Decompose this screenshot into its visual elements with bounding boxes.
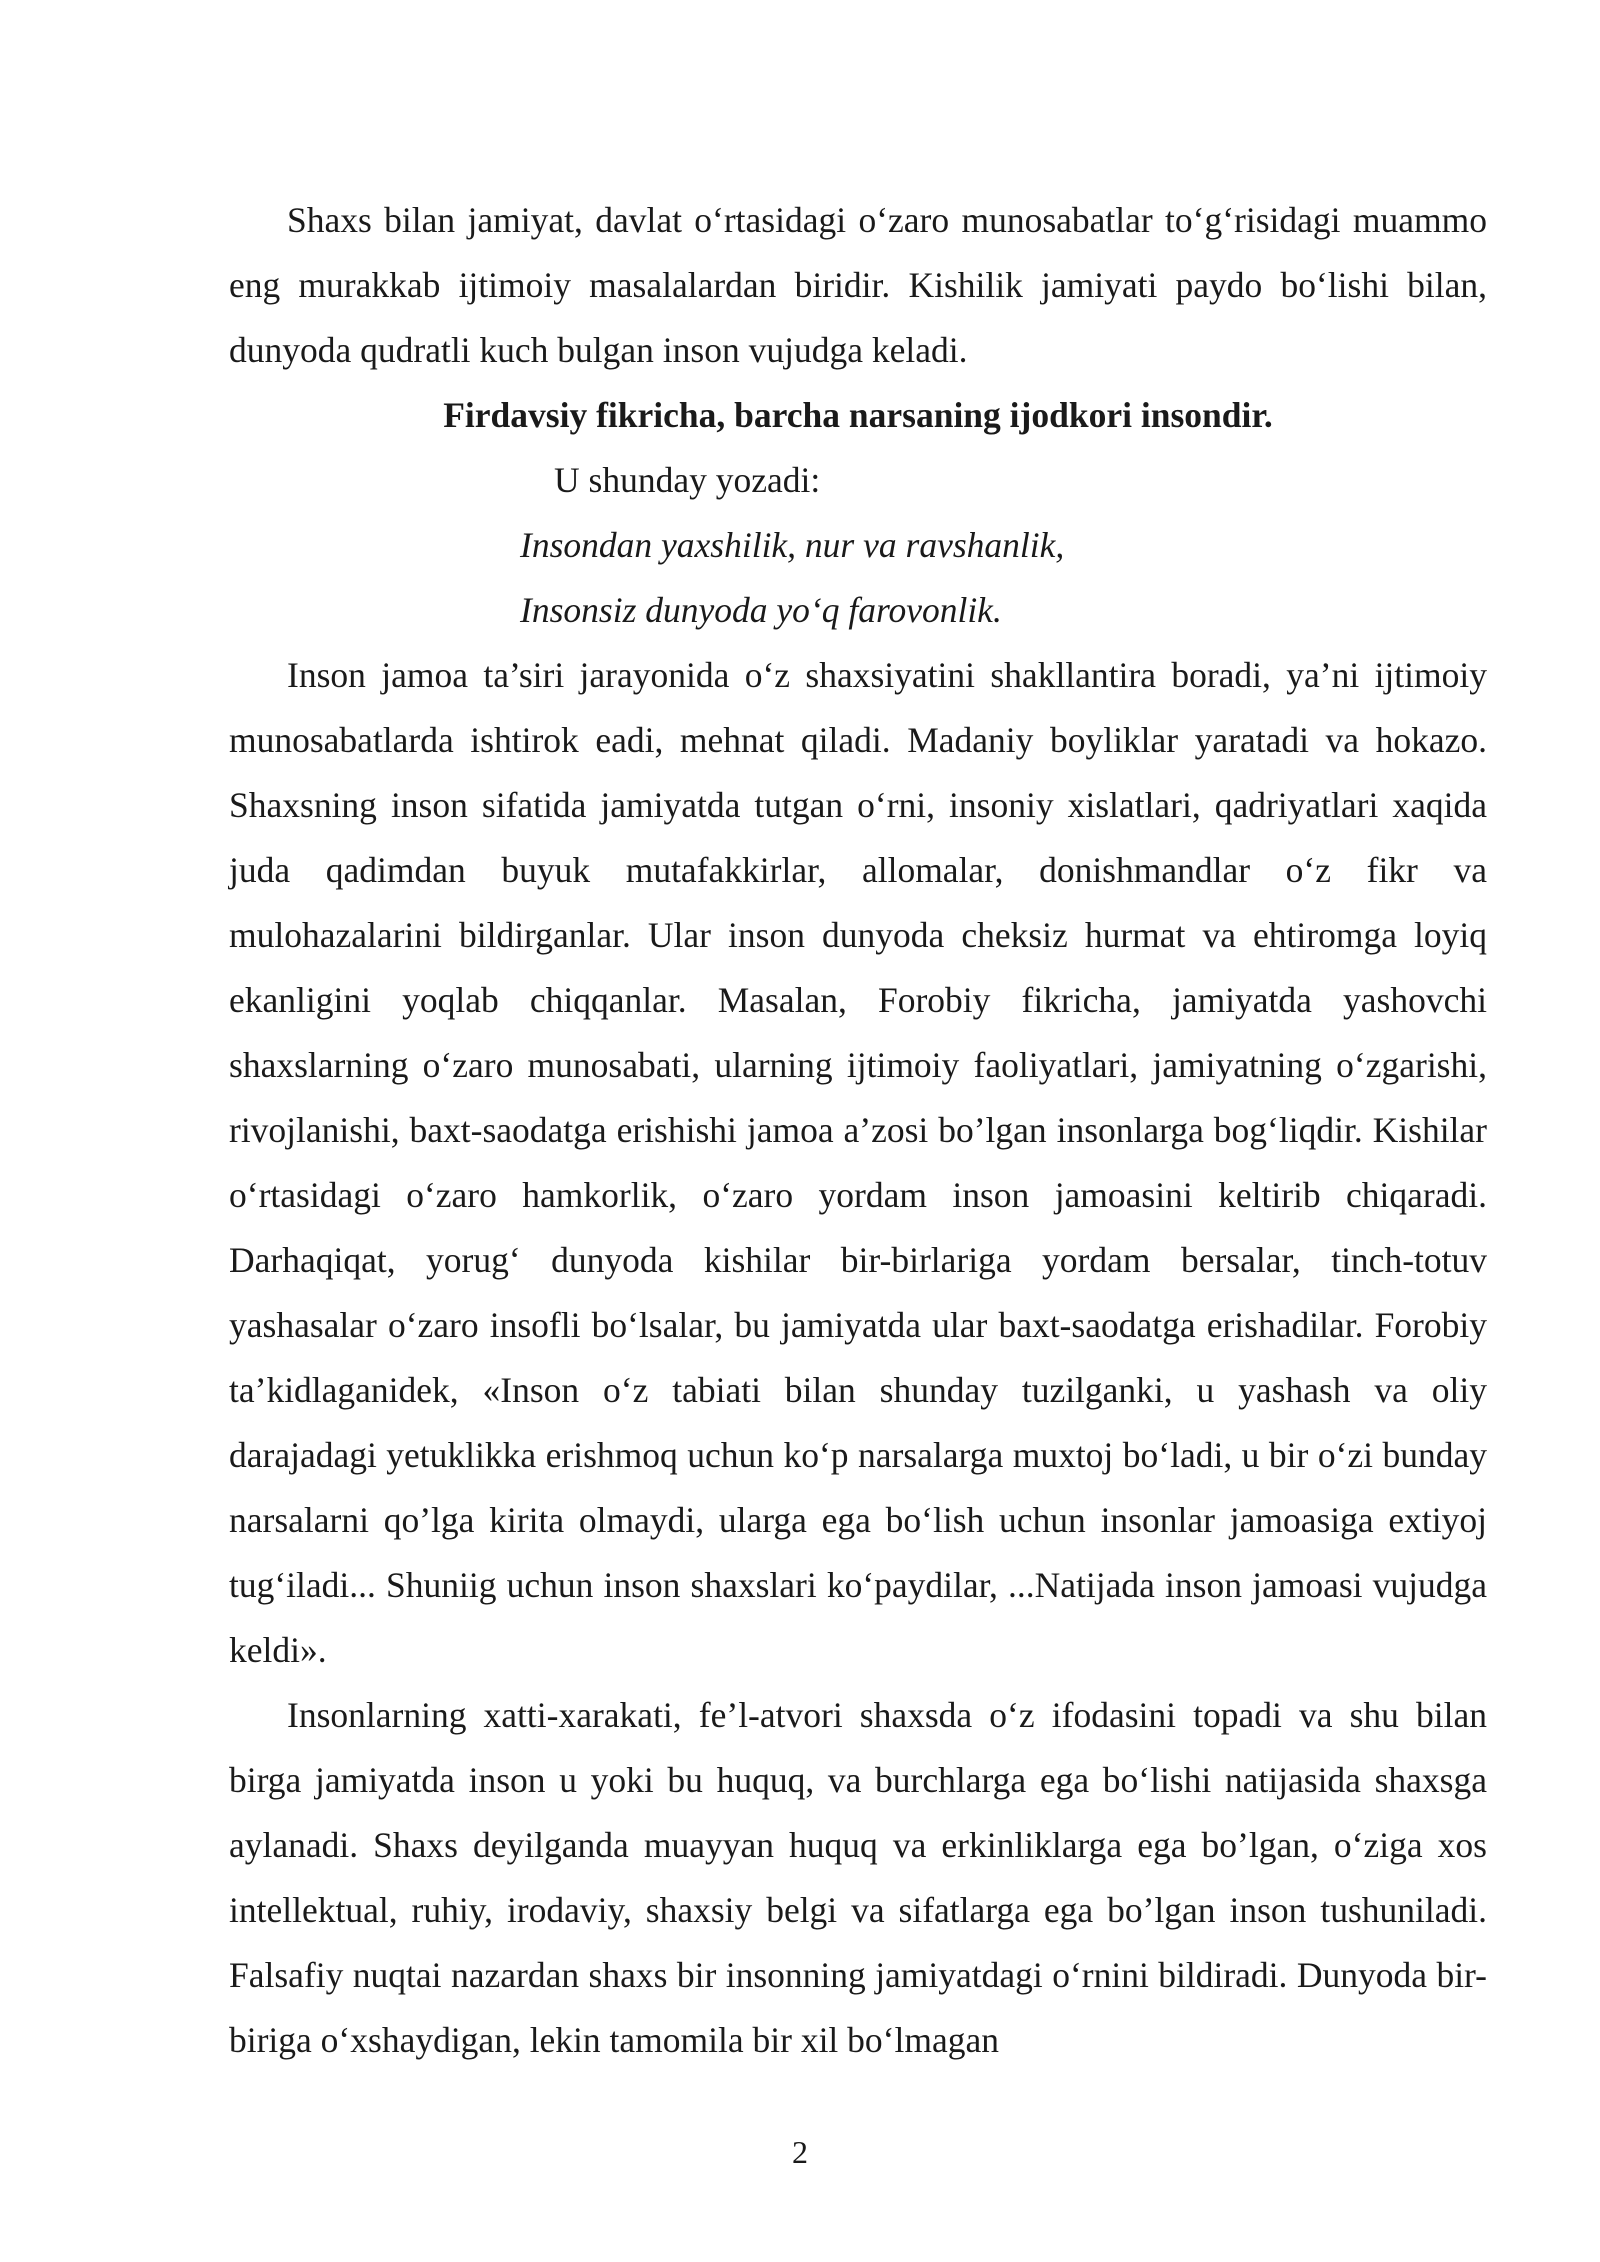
verse-line-1: Insondan yaxshilik, nur va ravshanlik, — [520, 525, 1065, 565]
bold-heading-firdavsiy: Firdavsiy fikricha, barcha narsaning ijodkori insondir. — [443, 395, 1273, 435]
verse-line-2: Insonsiz dunyoda yoʻq farovonlik. — [520, 590, 1002, 630]
paragraph-shaxs-jamiyat: Shaxs bilan jamiyat, davlat oʻrtasidagi oʻzaro munosabatlar toʻgʻrisidagi muammo eng murakkab ijtimoiy masalalardan biridir. Kishilik jamiyati paydo boʻlishi bilan, dunyoda qudratli kuch bulgan inson vujudga keladi. — [229, 200, 1487, 370]
paragraph-insonlarning-xatti: Insonlarning xatti-xarakati, fe’l-atvori shaxsda oʻz ifodasini topadi va shu bilan birga jamiyatda inson u yoki bu huquq, va burchlarga ega boʻlishi natijasida shaxsga aylanadi. Shaxs deyilganda muayyan huquq va erkinliklarga ega bo’lgan, oʻziga xos intellektual, ruhiy, irodaviy, shaxsiy belgi va sifatlarga ega bo’lgan inson tushuniladi. Falsafiy nuqtai nazardan shaxs bir insonning jamiyatdagi oʻrnini bildiradi. Dunyoda bir-biriga oʻxshaydigan, lekin tamomila bir xil boʻlmagan — [229, 1695, 1487, 2060]
paragraph-inson-jamoa: Inson jamoa ta’siri jarayonida oʻz shaxsiyatini shakllantira boradi, ya’ni ijtimoiy munosabatlarda ishtirok eadi, mehnat qiladi. Madaniy boyliklar yaratadi va hokazo. Shaxsning inson sifatida jamiyatda tutgan oʻrni, insoniy xislatlari, qadriyatlari xaqida juda qadimdan buyuk mutafakkirlar, allomalar, donishmandlar oʻz fikr va mulohazalarini bildirganlar. Ular inson dunyoda cheksiz hurmat va ehtiromga loyiq ekanligini yoqlab chiqqanlar. Masalan, Forobiy fikricha, jamiyatda yashovchi shaxslarning oʻzaro munosabati, ularning ijtimoiy faoliyatlari, jamiyatning oʻzgarishi, rivojlanishi, baxt-saodatga erishishi jamoa a’zosi bo’lgan insonlarga bogʻliqdir. Kishilar oʻrtasidagi oʻzaro hamkorlik, oʻzaro yordam inson jamoasini keltirib chiqaradi. Darhaqiqat, yorugʻ dunyoda kishilar bir-birlariga yordam bersalar, tinch-totuv yashasalar oʻzaro insofli boʻlsalar, bu jamiyatda ular baxt-saodatga erishadilar. Forobiy ta’kidlaganidek, «Inson oʻz tabiati bilan shunday tuzilganki, u yashash va oliy darajadagi yetuklikka erishmoq uchun koʻp narsalarga muxtoj boʻladi, u bir oʻzi bunday narsalarni qo’lga kirita olmaydi, ularga ega boʻlish uchun insonlar jamoasiga extiyoj tugʻiladi... Shuniig uchun inson shaxslari koʻpaydilar, ...Natijada inson jamoasi vujudga keldi». — [229, 655, 1487, 1670]
page-number: 2 — [792, 2134, 808, 2170]
quote-intro: U shunday yozadi: — [554, 460, 821, 500]
document-body — [229, 188, 1487, 2073]
